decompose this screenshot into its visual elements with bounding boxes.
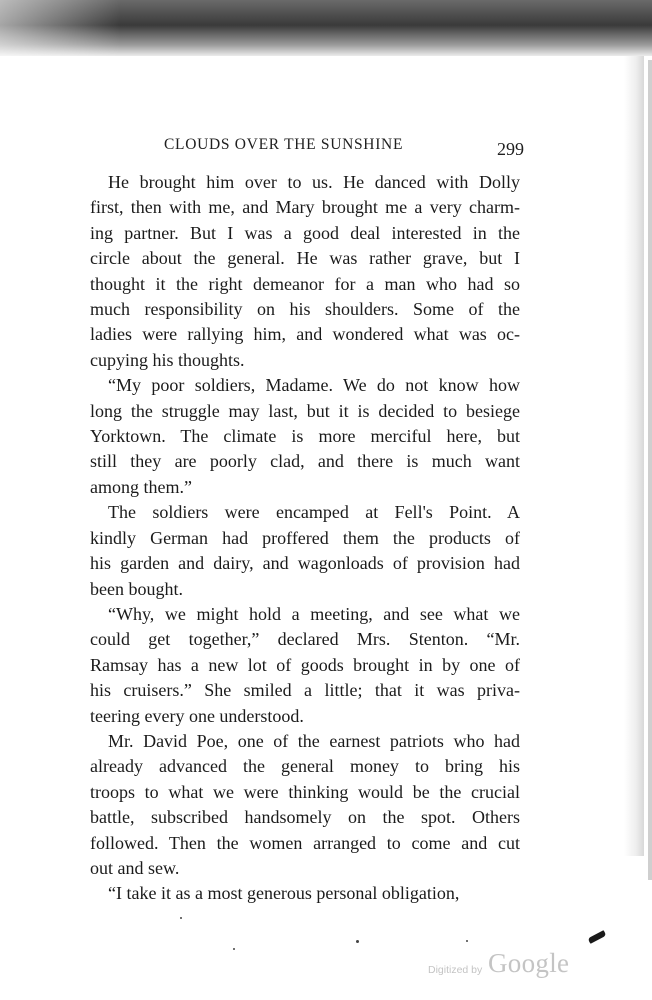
text-line: already advanced the general money to bring his — [90, 756, 520, 777]
text-line: could get together,” declared Mrs. Stenton. “Mr. — [90, 629, 520, 650]
text-line: Ramsay has a new lot of goods brought in by one of — [90, 654, 520, 675]
text-line: circle about the general. He was rather grave, but I — [90, 248, 520, 269]
text-line: long the struggle may last, but it is decided to besiege — [90, 400, 520, 421]
text-line: teering every one understood. — [90, 705, 304, 726]
text-line: his cruisers.” She smiled a little; that it was priva- — [90, 680, 520, 701]
running-title: CLOUDS OVER THE SUNSHINE — [164, 136, 404, 153]
ink-mark — [588, 930, 607, 944]
text-line: ladies were rallying him, and wondered what was oc- — [90, 324, 520, 345]
scan-speck — [233, 948, 235, 950]
running-head — [88, 136, 538, 160]
text-line: much responsibility on his shoulders. Some of the — [90, 299, 520, 320]
text-line: He brought him over to us. He danced with Dolly — [108, 172, 520, 192]
body-text — [90, 170, 520, 907]
text-line: his garden and dairy, and wagonloads of provision had — [90, 553, 520, 574]
page-number: 299 — [497, 139, 524, 159]
text-line: been bought. — [90, 578, 183, 599]
text-line: still they are poorly clad, and there is much want — [90, 451, 520, 472]
text-line: first, then with me, and Mary brought me a very charm- — [90, 197, 520, 218]
google-logo: Google — [488, 948, 570, 978]
text-line: troops to what we were thinking would be the crucial — [90, 781, 520, 802]
text-line: thought it the right demeanor for a man who had so — [90, 273, 520, 294]
scan-speck — [356, 940, 359, 943]
scan-top-shadow — [0, 0, 652, 56]
text-line: Mr. David Poe, one of the earnest patriots who had — [108, 730, 520, 751]
text-line: followed. Then the women arranged to come and cut — [90, 832, 520, 853]
page-edge-shadow — [624, 56, 644, 856]
text-line: battle, subscribed handsomely on the spot. Others — [90, 807, 520, 828]
text-line: kindly German had proffered them the products of — [90, 527, 520, 548]
page-edge-line — [648, 60, 652, 880]
text-line: “Why, we might hold a meeting, and see what we — [108, 603, 520, 624]
text-line: among them.” — [90, 476, 192, 497]
scan-speck — [180, 917, 182, 919]
text-line: ing partner. But I was a good deal interested in the — [90, 222, 520, 243]
text-line: The soldiers were encamped at Fell's Point. A — [108, 502, 520, 523]
text-line: “My poor soldiers, Madame. We do not know how — [108, 375, 520, 396]
scan-speck — [466, 940, 468, 942]
text-line: cupying his thoughts. — [90, 349, 245, 370]
text-line: Yorktown. The climate is more merciful here, but — [90, 426, 520, 447]
text-line: out and sew. — [90, 857, 180, 878]
watermark-prefix: Digitized by — [428, 964, 483, 976]
text-line: “I take it as a most generous personal obligation, — [108, 883, 460, 904]
